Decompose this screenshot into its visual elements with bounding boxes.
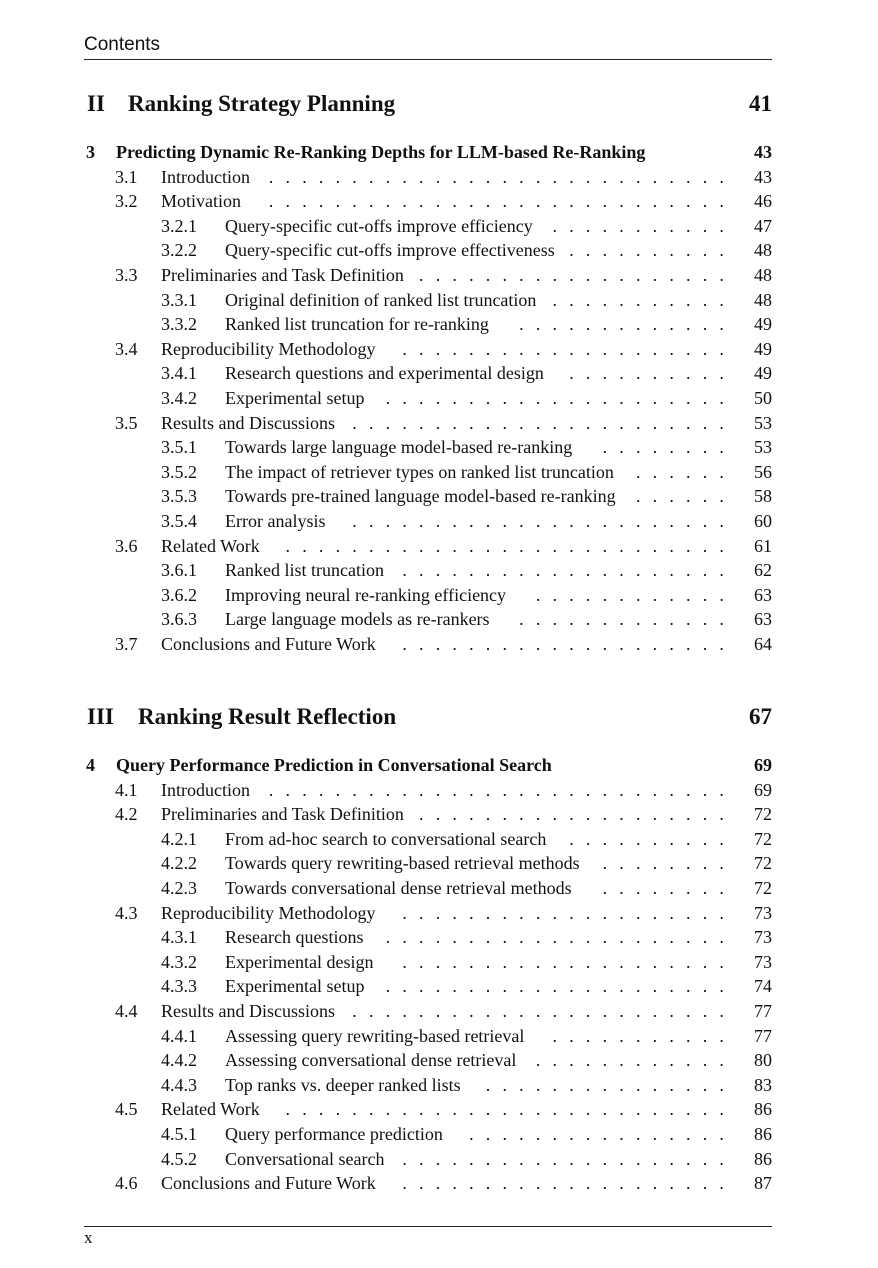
toc-subsection-number: 4.4.3 [161, 1074, 197, 1095]
toc-subsection-number: 4.5.1 [161, 1124, 197, 1144]
toc-section-title[interactable]: Results and Discussions [161, 1001, 336, 1021]
toc-subsection-page: 49 [754, 363, 772, 384]
toc-section-title[interactable]: Reproducibility Methodology [161, 338, 376, 359]
toc-section-page: 64 [754, 634, 772, 654]
toc-subsection-entry[interactable] [0, 216, 878, 240]
toc-chapter-page: 43 [754, 142, 772, 162]
toc-subsection-page: 47 [754, 215, 772, 236]
toc-subsection-page: 48 [754, 289, 772, 310]
dot-leader: . . . . . . . . . . . . . . . . . . . . [402, 902, 724, 923]
toc-subsection-title[interactable]: Query-specific cut-offs improve effectiveness [225, 240, 555, 261]
dot-leader: . . . . . . . . . . . . . . . . . . . . . . . [352, 1001, 724, 1021]
dot-leader: . . . . . . . . . . . . . . . . [469, 1124, 724, 1144]
toc-chapter-page: 69 [754, 755, 772, 775]
toc-subsection-page: 72 [754, 878, 772, 898]
toc-section-title[interactable]: Related Work [161, 1099, 260, 1120]
toc-subsection-entry[interactable] [0, 829, 878, 853]
dot-leader: . . . . . . . . . . . . . [519, 609, 724, 630]
toc-subsection-entry[interactable] [0, 952, 878, 976]
toc-section-entry[interactable] [0, 1001, 878, 1025]
toc-section-page: 77 [754, 1001, 772, 1021]
toc-subsection-page: 77 [754, 1025, 772, 1046]
toc-subsection-number: 3.6.2 [161, 584, 197, 605]
toc-subsection-number: 4.3.3 [161, 976, 197, 997]
dot-leader: . . . . . . . . [602, 878, 724, 898]
toc-subsection-entry[interactable] [0, 1124, 878, 1148]
toc-subsection-title[interactable]: Query-specific cut-offs improve efficiency [225, 215, 533, 236]
toc-subsection-title[interactable]: Towards pre-trained language model-based re-ranking [225, 486, 616, 507]
toc-subsection-number: 4.5.2 [161, 1148, 197, 1169]
toc-subsection-entry[interactable] [0, 388, 878, 412]
toc-subsection-title[interactable]: Experimental setup [225, 976, 365, 997]
dot-leader: . . . . . . . . . . . . . . . . . . . . . . . . . . . [285, 1099, 724, 1120]
toc-subsection-page: 80 [754, 1050, 772, 1071]
toc-section-number: 3.7 [115, 634, 138, 654]
toc-part-title[interactable]: Ranking Strategy Planning [128, 91, 396, 116]
toc-section-number: 4.4 [115, 1001, 138, 1021]
toc-section-title[interactable]: Conclusions and Future Work [161, 634, 376, 654]
toc-part-entry[interactable] [0, 91, 878, 123]
dot-leader: . . . . . . . . . . . [552, 215, 724, 236]
toc-subsection-title[interactable]: Ranked list truncation for re-ranking [225, 314, 489, 335]
toc-subsection-page: 63 [754, 609, 772, 630]
dot-leader: . . . . . . . . . . . . . . . . . . . . [402, 634, 724, 654]
toc-subsection-page: 50 [754, 388, 772, 408]
toc-section-number: 3.5 [115, 412, 138, 433]
toc-subsection-entry[interactable] [0, 314, 878, 338]
toc-subsection-page: 58 [754, 486, 772, 507]
toc-section-page: 61 [754, 535, 772, 556]
dot-leader: . . . . . . . . . . [569, 240, 724, 261]
toc-subsection-entry[interactable] [0, 560, 878, 584]
toc-subsection-entry[interactable] [0, 462, 878, 486]
toc-subsection-page: 83 [754, 1074, 772, 1095]
toc-part-entry[interactable] [0, 704, 878, 736]
toc-chapter-number: 4 [86, 755, 95, 775]
toc-section-title[interactable]: Motivation [161, 191, 241, 212]
toc-section-title[interactable]: Results and Discussions [161, 412, 336, 433]
toc-subsection-number: 3.5.3 [161, 486, 197, 507]
toc-subsection-title[interactable]: Conversational search [225, 1148, 385, 1169]
toc-section-number: 3.2 [115, 191, 138, 212]
dot-leader: . . . . . . . . [602, 437, 724, 458]
toc-section-entry[interactable] [0, 1099, 878, 1123]
toc-subsection-page: 56 [754, 461, 772, 482]
dot-leader: . . . . . . . . . . . . . . . [485, 1074, 724, 1095]
toc-chapter-title[interactable]: Predicting Dynamic Re-Ranking Depths for LLM-based Re-Ranking [116, 142, 646, 162]
dot-leader: . . . . . . [635, 461, 724, 482]
toc-subsection-page: 86 [754, 1124, 772, 1144]
toc-subsection-number: 3.5.2 [161, 461, 197, 482]
toc-part-page: 41 [749, 91, 772, 116]
dot-leader: . . . . . . . . . . . [552, 289, 724, 310]
toc-subsection-number: 3.4.1 [161, 363, 197, 384]
toc-subsection-title[interactable]: Research questions and experimental design [225, 363, 544, 384]
toc-chapter-number: 3 [86, 142, 95, 162]
toc-section-title[interactable]: Reproducibility Methodology [161, 902, 376, 923]
dot-leader: . . . . . . . . . . . . . . . . . . . . [402, 951, 724, 972]
toc-subsection-title[interactable]: Assessing conversational dense retrieval [225, 1050, 517, 1071]
toc-section-page: 69 [754, 779, 772, 800]
toc-chapter-title[interactable]: Query Performance Prediction in Conversational Search [116, 755, 552, 775]
toc-section-title[interactable]: Related Work [161, 535, 260, 556]
toc-subsection-page: 60 [754, 511, 772, 531]
toc-subsection-number: 4.2.2 [161, 853, 197, 874]
dot-leader: . . . . . . . . . . . . . . . . . . . . [402, 560, 724, 581]
dot-leader: . . . . . . . . . . [569, 828, 724, 849]
toc-part-page: 67 [749, 704, 772, 729]
toc-section-page: 87 [754, 1173, 772, 1194]
toc-subsection-number: 3.6.1 [161, 560, 197, 581]
dot-leader: . . . . . . . . . . . . . . . . . . . . . . . . . . . . [268, 191, 724, 212]
toc-section-entry[interactable] [0, 903, 878, 927]
toc-subsection-entry[interactable] [0, 853, 878, 877]
toc-section-entry[interactable] [0, 804, 878, 828]
page-number: x [84, 1228, 93, 1247]
toc-subsection-number: 4.4.1 [161, 1025, 197, 1046]
toc-subsection-title[interactable]: Large language models as re-rankers [225, 609, 490, 630]
toc-subsection-title[interactable]: Query performance prediction [225, 1124, 443, 1144]
toc-section-title[interactable]: Preliminaries and Task Definition [161, 804, 404, 825]
toc-subsection-entry[interactable] [0, 486, 878, 510]
toc-subsection-entry[interactable] [0, 1026, 878, 1050]
dot-leader: . . . . . . . . . . . . [535, 584, 724, 605]
dot-leader: . . . . . . . . . . . . . . . . . . . . . . . [352, 412, 724, 433]
toc-subsection-entry[interactable] [0, 585, 878, 609]
toc-section-number: 4.3 [115, 902, 138, 923]
toc-subsection-page: 49 [754, 314, 772, 335]
toc-subsection-title[interactable]: Experimental setup [225, 388, 365, 408]
toc-subsection-number: 3.3.2 [161, 314, 197, 335]
toc-subsection-title[interactable]: Improving neural re-ranking efficiency [225, 584, 507, 605]
dot-leader: . . . . . . . . . . . . . . . . . . . . [402, 1148, 724, 1169]
toc-section-title[interactable]: Preliminaries and Task Definition [161, 265, 404, 285]
toc-section-entry[interactable] [0, 167, 878, 191]
toc-chapter-entry[interactable] [0, 142, 878, 166]
toc-subsection-title[interactable]: Towards large language model-based re-ranking [225, 437, 573, 458]
toc-subsection-page: 73 [754, 951, 772, 972]
dot-leader: . . . . . . . . . . . . . . . . . . . . . . . . . . . . [268, 166, 724, 187]
toc-subsection-number: 4.3.1 [161, 927, 197, 948]
toc-section-title[interactable]: Introduction [161, 166, 250, 187]
toc-subsection-number: 3.2.1 [161, 215, 197, 236]
toc-section-number: 4.2 [115, 804, 138, 825]
dot-leader: . . . . . . . . . . . . . . . . . . . . [402, 1173, 724, 1194]
toc-subsection-entry[interactable] [0, 363, 878, 387]
dot-leader: . . . . . . . . . . [569, 363, 724, 384]
toc-subsection-page: 62 [754, 560, 772, 581]
toc-subsection-title[interactable]: Towards conversational dense retrieval methods [225, 878, 572, 898]
toc-subsection-number: 3.6.3 [161, 609, 197, 630]
toc-subsection-number: 3.5.1 [161, 437, 197, 458]
toc-section-page: 46 [754, 191, 772, 212]
toc-section-number: 3.4 [115, 338, 138, 359]
toc-subsection-title[interactable]: Research questions [225, 927, 364, 948]
toc-section-number: 3.1 [115, 166, 138, 187]
dot-leader: . . . . . . . . . . . . . [519, 314, 724, 335]
toc-section-title[interactable]: Conclusions and Future Work [161, 1173, 376, 1194]
toc-subsection-number: 4.2.3 [161, 878, 197, 898]
footer-rule [84, 1226, 772, 1227]
toc-subsection-number: 3.4.2 [161, 388, 197, 408]
toc-subsection-title[interactable]: The impact of retriever types on ranked list truncation [225, 461, 614, 482]
toc-section-page: 53 [754, 412, 772, 433]
toc-subsection-page: 86 [754, 1148, 772, 1169]
toc-subsection-page: 74 [754, 976, 772, 997]
toc-subsection-entry[interactable] [0, 437, 878, 461]
toc-subsection-title[interactable]: From ad-hoc search to conversational search [225, 828, 547, 849]
toc-subsection-title[interactable]: Towards query rewriting-based retrieval methods [225, 853, 580, 874]
toc-subsection-number: 3.3.1 [161, 289, 197, 310]
toc-part-number: III [87, 704, 114, 729]
toc-subsection-entry[interactable] [0, 1050, 878, 1074]
toc-subsection-page: 72 [754, 853, 772, 874]
toc-subsection-entry[interactable] [0, 927, 878, 951]
toc-chapter-entry[interactable] [0, 755, 878, 779]
toc-section-page: 72 [754, 804, 772, 825]
toc-subsection-entry[interactable] [0, 976, 878, 1000]
toc-subsection-page: 63 [754, 584, 772, 605]
toc-part-title[interactable]: Ranking Result Reflection [138, 704, 397, 729]
toc-section-entry[interactable] [0, 634, 878, 658]
toc-subsection-page: 53 [754, 437, 772, 458]
dot-leader: . . . . . . . . . . . . . . . . . . . . . [385, 976, 724, 997]
toc-part-number: II [87, 91, 105, 116]
dot-leader: . . . . . . . . . . . . . . . . . . . [419, 265, 724, 285]
toc-subsection-entry[interactable] [0, 1075, 878, 1099]
toc-subsection-page: 48 [754, 240, 772, 261]
toc-subsection-title[interactable]: Experimental design [225, 951, 374, 972]
running-head: Contents [84, 34, 161, 55]
dot-leader: . . . . . . . . . . . [552, 1025, 724, 1046]
toc-section-number: 4.6 [115, 1173, 138, 1194]
dot-leader: . . . . . . . . . . . . . . . . . . . [419, 804, 724, 825]
toc-section-entry[interactable] [0, 780, 878, 804]
toc-subsection-number: 4.3.2 [161, 951, 197, 972]
toc-section-page: 73 [754, 902, 772, 923]
toc-subsection-number: 3.2.2 [161, 240, 197, 261]
toc-section-page: 43 [754, 166, 772, 187]
toc-subsection-title[interactable]: Original definition of ranked list truncation [225, 289, 537, 310]
toc-subsection-page: 73 [754, 927, 772, 948]
toc-subsection-entry[interactable] [0, 290, 878, 314]
dot-leader: . . . . . . . . . . . . . . . . . . . . . [385, 388, 724, 408]
toc-section-page: 49 [754, 338, 772, 359]
dot-leader: . . . . . . [635, 486, 724, 507]
dot-leader: . . . . . . . . . . . . . . . . . . . . . . . . . . . . [268, 779, 724, 800]
dot-leader: . . . . . . . . . . . . . . . . . . . . . . . [352, 511, 724, 531]
toc-section-number: 3.6 [115, 535, 138, 556]
toc-subsection-entry[interactable] [0, 511, 878, 535]
toc-section-page: 86 [754, 1099, 772, 1120]
toc-subsection-number: 4.4.2 [161, 1050, 197, 1071]
toc-section-number: 4.1 [115, 779, 138, 800]
toc-subsection-title[interactable]: Error analysis [225, 511, 326, 531]
toc-section-page: 48 [754, 265, 772, 285]
dot-leader: . . . . . . . . . . . . . . . . . . . . . . . . . . . [285, 535, 724, 556]
toc-section-entry[interactable] [0, 191, 878, 215]
dot-leader: . . . . . . . . . . . . [535, 1050, 724, 1071]
toc-subsection-title[interactable]: Ranked list truncation [225, 560, 384, 581]
toc-subsection-entry[interactable] [0, 609, 878, 633]
dot-leader: . . . . . . . . [602, 853, 724, 874]
toc-section-number: 3.3 [115, 265, 138, 285]
toc-section-title[interactable]: Introduction [161, 779, 250, 800]
toc-section-entry[interactable] [0, 265, 878, 289]
toc-section-number: 4.5 [115, 1099, 138, 1120]
toc-section-entry[interactable] [0, 536, 878, 560]
dot-leader: . . . . . . . . . . . . . . . . . . . . . [385, 927, 724, 948]
toc-section-entry[interactable] [0, 413, 878, 437]
toc-subsection-entry[interactable] [0, 1149, 878, 1173]
toc-subsection-entry[interactable] [0, 240, 878, 264]
toc-section-entry[interactable] [0, 1173, 878, 1197]
toc-subsection-number: 4.2.1 [161, 828, 197, 849]
toc-section-entry[interactable] [0, 339, 878, 363]
toc-subsection-entry[interactable] [0, 878, 878, 902]
toc-subsection-title[interactable]: Top ranks vs. deeper ranked lists [225, 1074, 461, 1095]
toc-subsection-page: 72 [754, 828, 772, 849]
toc-subsection-number: 3.5.4 [161, 511, 197, 531]
dot-leader: . . . . . . . . . . . . . . . . . . . . [402, 338, 724, 359]
toc-subsection-title[interactable]: Assessing query rewriting-based retrieval [225, 1025, 525, 1046]
